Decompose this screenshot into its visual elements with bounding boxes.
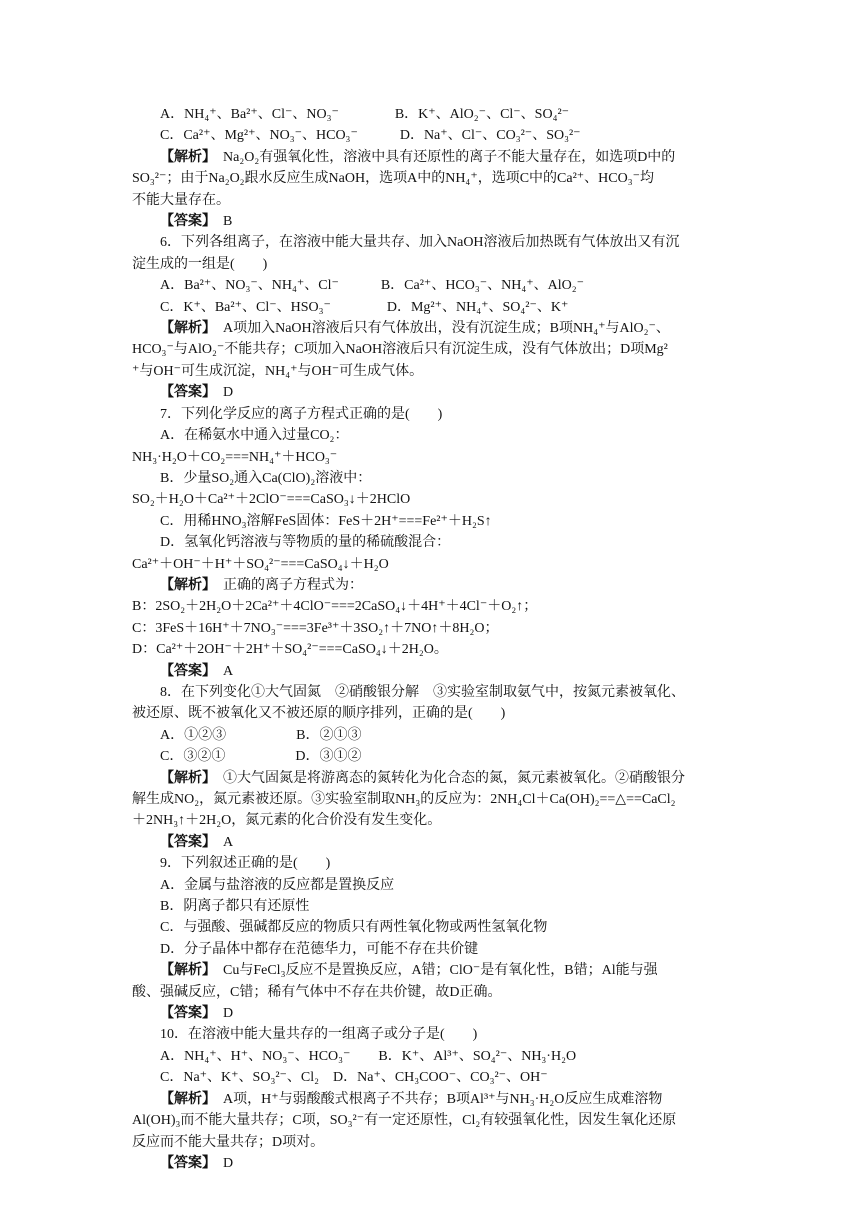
text-line xyxy=(132,832,730,853)
line-text: 不能大量存在。 xyxy=(132,192,230,208)
line-text: SO₂＋H₂O＋Ca²⁺＋2ClO⁻===CaSO₃↓＋2HClO xyxy=(132,492,411,508)
text-line xyxy=(132,232,730,253)
line-text: 9．下列叙述正确的是( ) xyxy=(160,856,331,872)
line-text: 反应而不能大量共存；D项对。 xyxy=(132,1134,325,1150)
text-line xyxy=(132,468,730,489)
text-line xyxy=(132,725,730,746)
section-tag: 【答案】 xyxy=(160,214,209,230)
line-text: 酸、强碱反应，C错；稀有气体中不存在共价键，故D正确。 xyxy=(132,984,502,1000)
text-line xyxy=(132,1132,730,1153)
text-line xyxy=(132,511,730,532)
line-text: A．金属与盐溶液的反应都是置换反应 xyxy=(160,877,395,893)
text-line xyxy=(132,1024,730,1045)
line-text: D xyxy=(209,1006,234,1022)
line-text: A项加入NaOH溶液后只有气体放出，没有沉淀生成；B项NH₄⁺与AlO₂⁻、 xyxy=(209,321,670,337)
line-text: B：2SO₂＋2H₂O＋2Ca²⁺＋4ClO⁻===2CaSO₄↓＋4H⁺＋4Cl⁻＋O₂↑； xyxy=(132,599,538,615)
line-text: ＋2NH₃↑＋2H₂O，氮元素的化合价没有发生变化。 xyxy=(132,813,442,829)
line-text: 7．下列化学反应的离子方程式正确的是( ) xyxy=(160,406,443,422)
text-line xyxy=(132,960,730,981)
text-line xyxy=(132,1153,730,1174)
line-text: 8．在下列变化①大气固氮 ②硝酸银分解 ③实验室制取氨气中，按氮元素被氧化、 xyxy=(160,684,685,700)
section-tag: 【解析】 xyxy=(160,963,209,979)
text-line xyxy=(132,489,730,510)
text-line xyxy=(132,982,730,1003)
section-tag: 【解析】 xyxy=(160,321,209,337)
text-line xyxy=(132,554,730,575)
section-tag: 【答案】 xyxy=(160,385,209,401)
line-text: A xyxy=(209,663,234,679)
text-line xyxy=(132,575,730,596)
line-text: SO₃²⁻；由于Na₂O₂跟水反应生成NaOH，选项A中的NH₄⁺，选项C中的Ca²⁺、HCO₃⁻均 xyxy=(132,171,655,187)
line-text: 被还原、既不被氧化又不被还原的顺序排列，正确的是( ) xyxy=(132,706,506,722)
line-text: C．与强酸、强碱都反应的物质只有两性氧化物或两性氢氧化物 xyxy=(160,920,548,936)
text-line xyxy=(132,447,730,468)
text-line xyxy=(132,853,730,874)
line-text: C．用稀HNO₃溶解FeS固体：FeS＋2H⁺===Fe²⁺＋H₂S↑ xyxy=(160,513,492,529)
section-tag: 【答案】 xyxy=(160,834,209,850)
line-text: Ca²⁺＋OH⁻＋H⁺＋SO₄²⁻===CaSO₄↓＋H₂O xyxy=(132,556,389,572)
text-line xyxy=(132,382,730,403)
text-line xyxy=(132,1046,730,1067)
section-tag: 【答案】 xyxy=(160,1155,209,1171)
line-text: C．Na⁺、K⁺、SO₃²⁻、Cl₂ D．Na⁺、CH₃COO⁻、CO₃²⁻、OH⁻ xyxy=(160,1070,548,1086)
section-tag: 【答案】 xyxy=(160,663,209,679)
text-line xyxy=(132,275,730,296)
text-line xyxy=(132,125,730,146)
text-line xyxy=(132,768,730,789)
text-line xyxy=(132,875,730,896)
text-line xyxy=(132,810,730,831)
section-tag: 【解析】 xyxy=(160,1091,209,1107)
text-line xyxy=(132,939,730,960)
line-text: C．Ca²⁺、Mg²⁺、NO₃⁻、HCO₃⁻ D．Na⁺、Cl⁻、CO₃²⁻、SO₃²⁻ xyxy=(160,128,581,144)
text-line xyxy=(132,425,730,446)
text-line xyxy=(132,1089,730,1110)
line-text: D xyxy=(209,1155,234,1171)
text-line xyxy=(132,618,730,639)
text-line xyxy=(132,147,730,168)
line-text: D xyxy=(209,385,234,401)
document-body xyxy=(132,104,730,1174)
line-text: B．阴离子都只有还原性 xyxy=(160,899,310,915)
text-line xyxy=(132,190,730,211)
text-line xyxy=(132,596,730,617)
line-text: D．氢氧化钙溶液与等物质的量的稀硫酸混合： xyxy=(160,535,451,551)
line-text: A．NH₄⁺、H⁺、NO₃⁻、HCO₃⁻ B．K⁺、Al³⁺、SO₄²⁻、NH₃·H₂O xyxy=(160,1048,577,1064)
line-text: A．在稀氨水中通入过量CO₂： xyxy=(160,428,349,444)
line-text: ⁺与OH⁻可生成沉淀，NH₄⁺与OH⁻可生成气体。 xyxy=(132,363,424,379)
text-line xyxy=(132,339,730,360)
line-text: A项，H⁺与弱酸酸式根离子不共存；B项Al³⁺与NH₃·H₂O反应生成难溶物 xyxy=(209,1091,663,1107)
text-line xyxy=(132,639,730,660)
line-text: C．③②① D．③①② xyxy=(160,749,362,765)
line-text: B．少量SO₂通入Ca(ClO)₂溶液中： xyxy=(160,470,372,486)
text-line xyxy=(132,661,730,682)
line-text: Cu与FeCl₃反应不是置换反应，A错；ClO⁻是有氧化性，B错；Al能与强 xyxy=(209,963,658,979)
text-line xyxy=(132,896,730,917)
text-line xyxy=(132,318,730,339)
line-text: D．分子晶体中都存在范德华力，可能不存在共价键 xyxy=(160,941,479,957)
text-line xyxy=(132,104,730,125)
text-line xyxy=(132,404,730,425)
line-text: C：3FeS＋16H⁺＋7NO₃⁻===3Fe³⁺＋3SO₂↑＋7NO↑＋8H₂O； xyxy=(132,620,499,636)
section-tag: 【解析】 xyxy=(160,577,209,593)
text-line xyxy=(132,682,730,703)
line-text: Na₂O₂有强氧化性，溶液中具有还原性的离子不能大量存在，如选项D中的 xyxy=(209,149,676,165)
line-text: B xyxy=(209,214,233,230)
line-text: C．K⁺、Ba²⁺、Cl⁻、HSO₃⁻ D．Mg²⁺、NH₄⁺、SO₄²⁻、K⁺ xyxy=(160,299,569,315)
line-text: A xyxy=(209,834,234,850)
text-line xyxy=(132,1003,730,1024)
line-text: A．Ba²⁺、NO₃⁻、NH₄⁺、Cl⁻ B．Ca²⁺、HCO₃⁻、NH₄⁺、AlO₂⁻ xyxy=(160,278,585,294)
text-line xyxy=(132,1110,730,1131)
text-line xyxy=(132,703,730,724)
section-tag: 【答案】 xyxy=(160,1006,209,1022)
line-text: 10．在溶液中能大量共存的一组离子或分子是( ) xyxy=(160,1027,478,1043)
line-text: 6．下列各组离子，在溶液中能大量共存、加入NaOH溶液后加热既有气体放出又有沉 xyxy=(160,235,680,251)
line-text: A．①②③ B．②①③ xyxy=(160,727,362,743)
text-line xyxy=(132,297,730,318)
text-line xyxy=(132,789,730,810)
line-text: 正确的离子方程式为： xyxy=(209,577,363,593)
line-text: A．NH₄⁺、Ba²⁺、Cl⁻、NO₃⁻ B．K⁺、AlO₂⁻、Cl⁻、SO₄²⁻ xyxy=(160,107,570,122)
line-text: 解生成NO₂，氮元素被还原。③实验室制取NH₃的反应为：2NH₄Cl＋Ca(OH)₂==△==CaCl₂ xyxy=(132,792,676,807)
line-text: 淀生成的一组是( ) xyxy=(132,256,268,272)
line-text: HCO₃⁻与AlO₂⁻不能共存；C项加入NaOH溶液后只有沉淀生成，没有气体放出；D项Mg² xyxy=(132,342,668,358)
text-line xyxy=(132,532,730,553)
text-line xyxy=(132,1067,730,1088)
line-text: ①大气固氮是将游离态的氮转化为化合态的氮，氮元素被氧化。②硝酸银分 xyxy=(209,770,685,786)
line-text: D：Ca²⁺＋2OH⁻＋2H⁺＋SO₄²⁻===CaSO₄↓＋2H₂O。 xyxy=(132,642,448,658)
text-line xyxy=(132,168,730,189)
line-text: Al(OH)₃而不能大量共存；C项，SO₃²⁻有一定还原性，Cl₂有较强氧化性，因发生氧化还原 xyxy=(132,1113,677,1129)
line-text: NH₃·H₂O＋CO₂===NH₄⁺＋HCO₃⁻ xyxy=(132,449,338,465)
text-line xyxy=(132,254,730,275)
section-tag: 【解析】 xyxy=(160,149,209,165)
text-line xyxy=(132,746,730,767)
section-tag: 【解析】 xyxy=(160,770,209,786)
text-line xyxy=(132,917,730,938)
text-line xyxy=(132,211,730,232)
text-line xyxy=(132,361,730,382)
